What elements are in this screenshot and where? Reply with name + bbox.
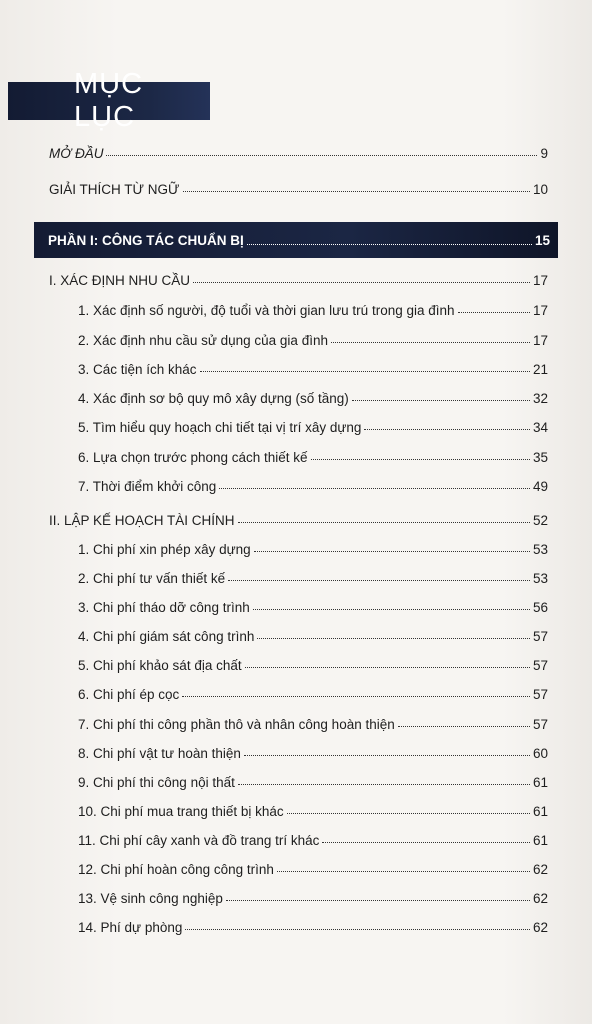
toc-item-page: 32: [532, 391, 548, 406]
toc-title: [8, 68, 210, 133]
toc-item[interactable]: [78, 890, 548, 908]
leader-dots: [245, 665, 530, 668]
toc-item-page: 57: [532, 717, 548, 732]
toc-item-page: 61: [532, 804, 548, 819]
leader-dots: [253, 607, 530, 610]
toc-section-label: I. XÁC ĐỊNH NHU CẦU: [49, 273, 191, 288]
toc-item-page: 60: [532, 746, 548, 761]
part-heading-label: PHẦN I: CÔNG TÁC CHUẨN BỊ: [48, 232, 244, 248]
toc-item-page: 35: [532, 450, 548, 465]
toc-item-label: 5. Chi phí khảo sát địa chất: [78, 658, 242, 673]
toc-item[interactable]: [78, 570, 548, 588]
toc-item[interactable]: [78, 919, 548, 937]
toc-item-label: 13. Vệ sinh công nghiệp: [78, 891, 223, 906]
toc-item-page: 61: [532, 833, 548, 848]
toc-item-label: 5. Tìm hiểu quy hoạch chi tiết tại vị trí xây dựng: [78, 420, 362, 435]
toc-entry-label: MỞ ĐẦU: [49, 146, 104, 161]
toc-item-page: 49: [532, 479, 548, 494]
toc-item-label: 4. Chi phí giám sát công trình: [78, 629, 255, 644]
leader-dots: [331, 340, 530, 343]
toc-item-label: 2. Chi phí tư vấn thiết kế: [78, 571, 226, 586]
toc-item-page: 62: [532, 862, 548, 877]
toc-entry-intro[interactable]: [49, 145, 548, 163]
toc-item-page: 17: [532, 333, 548, 348]
toc-item-page: 62: [532, 891, 548, 906]
leader-dots: [311, 457, 530, 460]
leader-dots: [247, 242, 532, 245]
toc-item[interactable]: [78, 478, 548, 496]
toc-item[interactable]: [78, 599, 548, 617]
leader-dots: [458, 310, 530, 313]
part-heading[interactable]: [34, 222, 558, 258]
toc-entry-page: 10: [532, 182, 548, 197]
toc-section[interactable]: [49, 512, 548, 530]
toc-item-label: 12. Chi phí hoàn công công trình: [78, 862, 274, 877]
toc-section-label: II. LẬP KẾ HOẠCH TÀI CHÍNH: [49, 513, 235, 528]
toc-item-label: 1. Xác định số người, độ tuổi và thời gian lưu trú trong gia đình: [78, 303, 455, 318]
toc-item-page: 62: [532, 920, 548, 935]
leader-dots: [257, 636, 530, 639]
leader-dots: [244, 753, 530, 756]
toc-item[interactable]: [78, 716, 548, 734]
toc-item-label: 7. Thời điểm khởi công: [78, 479, 217, 494]
toc-item[interactable]: [78, 861, 548, 879]
toc-item[interactable]: [78, 657, 548, 675]
leader-dots: [322, 840, 530, 843]
toc-item-page: 57: [532, 658, 548, 673]
toc-section-page: 52: [532, 513, 548, 528]
leader-dots: [219, 486, 530, 489]
toc-item-label: 6. Chi phí ép cọc: [78, 687, 180, 702]
toc-item[interactable]: [78, 390, 548, 408]
toc-item-page: 53: [532, 542, 548, 557]
toc-item[interactable]: [78, 361, 548, 379]
leader-dots: [364, 427, 530, 430]
toc-item-label: 14. Phí dự phòng: [78, 920, 183, 935]
toc-item-label: 1. Chi phí xin phép xây dựng: [78, 542, 251, 557]
toc-item-label: 6. Lựa chọn trước phong cách thiết kế: [78, 450, 308, 465]
toc-item-label: 8. Chi phí vật tư hoàn thiện: [78, 746, 241, 761]
toc-item-page: 57: [532, 629, 548, 644]
leader-dots: [238, 782, 530, 785]
toc-item[interactable]: [78, 774, 548, 792]
leader-dots: [277, 869, 530, 872]
leader-dots: [106, 153, 537, 156]
toc-item-label: 7. Chi phí thi công phần thô và nhân công hoàn thiện: [78, 717, 395, 732]
leader-dots: [200, 369, 530, 372]
toc-item[interactable]: [78, 832, 548, 850]
toc-item-label: 11. Chi phí cây xanh và đồ trang trí khác: [78, 833, 320, 848]
part-heading-page: 15: [534, 232, 550, 248]
leader-dots: [398, 724, 530, 727]
leader-dots: [182, 694, 530, 697]
toc-item[interactable]: [78, 449, 548, 467]
toc-item[interactable]: [78, 745, 548, 763]
toc-item-page: 17: [532, 303, 548, 318]
toc-item-page: 21: [532, 362, 548, 377]
toc-item-page: 53: [532, 571, 548, 586]
leader-dots: [183, 189, 530, 192]
leader-dots: [238, 520, 530, 523]
toc-section-page: 17: [532, 273, 548, 288]
toc-item-page: 61: [532, 775, 548, 790]
toc-item-label: 4. Xác định sơ bộ quy mô xây dựng (số tầng): [78, 391, 349, 406]
leader-dots: [254, 549, 530, 552]
leader-dots: [352, 398, 530, 401]
toc-item-label: 3. Chi phí tháo dỡ công trình: [78, 600, 250, 615]
toc-item-page: 57: [532, 687, 548, 702]
toc-section[interactable]: [49, 272, 548, 290]
toc-entry-label: GIẢI THÍCH TỪ NGỮ: [49, 182, 180, 197]
toc-item[interactable]: [78, 803, 548, 821]
toc-item[interactable]: [78, 686, 548, 704]
toc-item-page: 56: [532, 600, 548, 615]
toc-item-page: 34: [532, 420, 548, 435]
toc-item[interactable]: [78, 302, 548, 320]
toc-entry-glossary[interactable]: [49, 181, 548, 199]
toc-item-label: 10. Chi phí mua trang thiết bị khác: [78, 804, 284, 819]
leader-dots: [185, 927, 530, 930]
toc-item-label: 3. Các tiện ích khác: [78, 362, 197, 377]
leader-dots: [287, 811, 530, 814]
toc-item[interactable]: [78, 419, 548, 437]
leader-dots: [228, 578, 530, 581]
leader-dots: [193, 280, 530, 283]
toc-entry-page: 9: [540, 146, 548, 161]
toc-item-label: 9. Chi phí thi công nội thất: [78, 775, 235, 790]
toc-title-text: MỤC LỤC: [74, 68, 144, 133]
leader-dots: [226, 898, 530, 901]
toc-item[interactable]: [78, 628, 548, 646]
toc-item[interactable]: [78, 332, 548, 350]
toc-item[interactable]: [78, 541, 548, 559]
toc-item-label: 2. Xác định nhu cầu sử dụng của gia đình: [78, 333, 328, 348]
